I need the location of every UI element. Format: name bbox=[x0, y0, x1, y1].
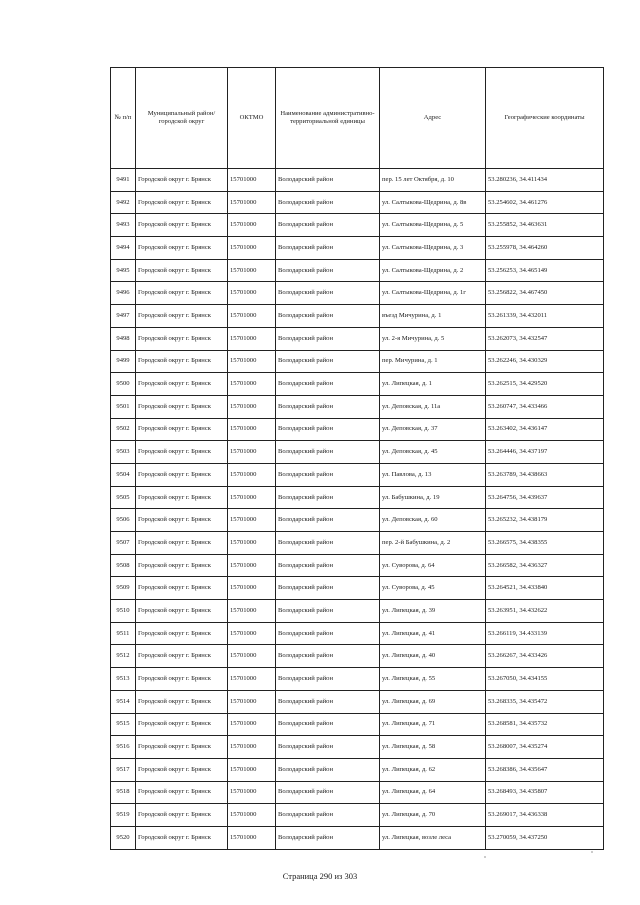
row-num: 9511 bbox=[111, 622, 136, 645]
row-municipality: Городской округ г. Брянск bbox=[136, 713, 228, 736]
row-municipality: Городской округ г. Брянск bbox=[136, 804, 228, 827]
row-coords: 53.263789, 34.438663 bbox=[486, 463, 604, 486]
row-oktmo: 15701000 bbox=[228, 373, 276, 396]
table-row bbox=[111, 509, 604, 532]
row-coords: 53.280236, 34.411434 bbox=[486, 169, 604, 192]
row-unit: Володарский район bbox=[276, 645, 380, 668]
row-address: ул. Липецкая, д. 64 bbox=[380, 781, 486, 804]
row-oktmo: 15701000 bbox=[228, 441, 276, 464]
row-coords: 53.260747, 34.433466 bbox=[486, 395, 604, 418]
header-oktmo: ОКТМО bbox=[228, 68, 276, 169]
table-row bbox=[111, 804, 604, 827]
row-coords: 53.254602, 34.461276 bbox=[486, 191, 604, 214]
row-address: ул. Липецкая, д. 39 bbox=[380, 600, 486, 623]
table-row bbox=[111, 259, 604, 282]
row-municipality: Городской округ г. Брянск bbox=[136, 486, 228, 509]
row-address: ул. Липецкая, д. 71 bbox=[380, 713, 486, 736]
header-coords: Географические координаты bbox=[486, 68, 604, 169]
row-num: 9512 bbox=[111, 645, 136, 668]
row-oktmo: 15701000 bbox=[228, 191, 276, 214]
table-row bbox=[111, 736, 604, 759]
row-municipality: Городской округ г. Брянск bbox=[136, 645, 228, 668]
row-num: 9494 bbox=[111, 237, 136, 260]
row-num: 9519 bbox=[111, 804, 136, 827]
row-municipality: Городской округ г. Брянск bbox=[136, 622, 228, 645]
row-coords: 53.268335, 34.435472 bbox=[486, 690, 604, 713]
row-unit: Володарский район bbox=[276, 169, 380, 192]
row-oktmo: 15701000 bbox=[228, 214, 276, 237]
row-coords: 53.263402, 34.436147 bbox=[486, 418, 604, 441]
row-unit: Володарский район bbox=[276, 259, 380, 282]
row-unit: Володарский район bbox=[276, 622, 380, 645]
row-coords: 53.256822, 34.467450 bbox=[486, 282, 604, 305]
row-num: 9497 bbox=[111, 305, 136, 328]
row-coords: 53.264756, 34.439637 bbox=[486, 486, 604, 509]
row-municipality: Городской округ г. Брянск bbox=[136, 418, 228, 441]
row-oktmo: 15701000 bbox=[228, 690, 276, 713]
row-oktmo: 15701000 bbox=[228, 758, 276, 781]
row-unit: Володарский район bbox=[276, 804, 380, 827]
row-unit: Володарский район bbox=[276, 758, 380, 781]
row-unit: Володарский район bbox=[276, 237, 380, 260]
row-address: ул. Салтыкова-Щедрина, д. 3 bbox=[380, 237, 486, 260]
row-municipality: Городской округ г. Брянск bbox=[136, 373, 228, 396]
row-address: ул. Салтыкова-Щедрина, д. 2 bbox=[380, 259, 486, 282]
row-num: 9518 bbox=[111, 781, 136, 804]
row-unit: Володарский район bbox=[276, 373, 380, 396]
table-row bbox=[111, 395, 604, 418]
row-oktmo: 15701000 bbox=[228, 600, 276, 623]
row-unit: Володарский район bbox=[276, 690, 380, 713]
row-unit: Володарский район bbox=[276, 509, 380, 532]
row-unit: Володарский район bbox=[276, 350, 380, 373]
row-oktmo: 15701000 bbox=[228, 713, 276, 736]
row-address: ул. Липецкая, д. 70 bbox=[380, 804, 486, 827]
row-address: ул. Салтыкова-Щедрина, д. 8в bbox=[380, 191, 486, 214]
row-num: 9509 bbox=[111, 577, 136, 600]
row-municipality: Городской округ г. Брянск bbox=[136, 532, 228, 555]
row-municipality: Городской округ г. Брянск bbox=[136, 395, 228, 418]
table-row bbox=[111, 169, 604, 192]
row-unit: Володарский район bbox=[276, 418, 380, 441]
row-address: ул. Бабушкина, д. 19 bbox=[380, 486, 486, 509]
row-unit: Володарский район bbox=[276, 826, 380, 849]
row-coords: 53.265232, 34.438179 bbox=[486, 509, 604, 532]
row-address: ул. Суворова, д. 64 bbox=[380, 554, 486, 577]
row-address: ул. 2-я Мичурина, д. 5 bbox=[380, 327, 486, 350]
row-unit: Володарский район bbox=[276, 395, 380, 418]
row-num: 9491 bbox=[111, 169, 136, 192]
row-address: пер. 2-й Бабушкина, д. 2 bbox=[380, 532, 486, 555]
table-row bbox=[111, 713, 604, 736]
table-row bbox=[111, 327, 604, 350]
table-header bbox=[111, 68, 604, 169]
page-number: Страница 290 из 303 bbox=[282, 871, 358, 881]
row-num: 9508 bbox=[111, 554, 136, 577]
row-num: 9515 bbox=[111, 713, 136, 736]
row-oktmo: 15701000 bbox=[228, 237, 276, 260]
table-row bbox=[111, 622, 604, 645]
row-num: 9514 bbox=[111, 690, 136, 713]
table-body bbox=[111, 169, 604, 850]
table-row bbox=[111, 237, 604, 260]
row-coords: 53.261339, 34.432011 bbox=[486, 305, 604, 328]
row-unit: Володарский район bbox=[276, 214, 380, 237]
row-unit: Володарский район bbox=[276, 668, 380, 691]
row-address: ул. Суворова, д. 45 bbox=[380, 577, 486, 600]
row-municipality: Городской округ г. Брянск bbox=[136, 214, 228, 237]
row-coords: 53.268007, 34.435274 bbox=[486, 736, 604, 759]
table-row bbox=[111, 532, 604, 555]
table-row bbox=[111, 191, 604, 214]
row-oktmo: 15701000 bbox=[228, 645, 276, 668]
row-address: ул. Липецкая, д. 69 bbox=[380, 690, 486, 713]
row-municipality: Городской округ г. Брянск bbox=[136, 327, 228, 350]
row-address: ул. Павлова, д. 13 bbox=[380, 463, 486, 486]
table-row bbox=[111, 826, 604, 849]
row-address: ул. Липецкая, д. 62 bbox=[380, 758, 486, 781]
row-address: ул. Липецкая, д. 55 bbox=[380, 668, 486, 691]
row-address: ул. Липецкая, возле леса bbox=[380, 826, 486, 849]
row-unit: Володарский район bbox=[276, 305, 380, 328]
row-num: 9498 bbox=[111, 327, 136, 350]
row-coords: 53.268493, 34.435807 bbox=[486, 781, 604, 804]
row-unit: Володарский район bbox=[276, 554, 380, 577]
row-unit: Володарский район bbox=[276, 736, 380, 759]
row-unit: Володарский район bbox=[276, 781, 380, 804]
row-address: ул. Салтыкова-Щедрина, д. 1г bbox=[380, 282, 486, 305]
row-coords: 53.268581, 34.435732 bbox=[486, 713, 604, 736]
table-row bbox=[111, 373, 604, 396]
row-unit: Володарский район bbox=[276, 532, 380, 555]
row-municipality: Городской округ г. Брянск bbox=[136, 237, 228, 260]
scan-speck bbox=[591, 851, 593, 853]
row-oktmo: 15701000 bbox=[228, 554, 276, 577]
row-coords: 53.266267, 34.433426 bbox=[486, 645, 604, 668]
row-oktmo: 15701000 bbox=[228, 509, 276, 532]
table-row bbox=[111, 463, 604, 486]
row-num: 9516 bbox=[111, 736, 136, 759]
row-num: 9493 bbox=[111, 214, 136, 237]
row-coords: 53.263951, 34.432622 bbox=[486, 600, 604, 623]
row-num: 9510 bbox=[111, 600, 136, 623]
row-oktmo: 15701000 bbox=[228, 781, 276, 804]
row-num: 9506 bbox=[111, 509, 136, 532]
row-num: 9504 bbox=[111, 463, 136, 486]
table-row bbox=[111, 781, 604, 804]
row-num: 9505 bbox=[111, 486, 136, 509]
row-num: 9492 bbox=[111, 191, 136, 214]
scan-speck bbox=[484, 856, 486, 858]
row-municipality: Городской округ г. Брянск bbox=[136, 191, 228, 214]
row-oktmo: 15701000 bbox=[228, 418, 276, 441]
row-address: ул. Липецкая, д. 40 bbox=[380, 645, 486, 668]
row-num: 9507 bbox=[111, 532, 136, 555]
row-municipality: Городской округ г. Брянск bbox=[136, 577, 228, 600]
table-row bbox=[111, 305, 604, 328]
row-coords: 53.267050, 34.434155 bbox=[486, 668, 604, 691]
header-unit: Наименование административно-территориальной единицы bbox=[276, 68, 380, 169]
row-num: 9503 bbox=[111, 441, 136, 464]
row-coords: 53.269017, 34.436338 bbox=[486, 804, 604, 827]
row-address: ул. Липецкая, д. 41 bbox=[380, 622, 486, 645]
table-row bbox=[111, 645, 604, 668]
row-oktmo: 15701000 bbox=[228, 395, 276, 418]
table-row bbox=[111, 577, 604, 600]
row-address: пер. Мичурина, д. 1 bbox=[380, 350, 486, 373]
row-num: 9495 bbox=[111, 259, 136, 282]
row-municipality: Городской округ г. Брянск bbox=[136, 758, 228, 781]
table-row bbox=[111, 600, 604, 623]
row-address: ул. Деповская, д. 37 bbox=[380, 418, 486, 441]
row-coords: 53.255852, 34.463631 bbox=[486, 214, 604, 237]
table-row bbox=[111, 668, 604, 691]
row-oktmo: 15701000 bbox=[228, 668, 276, 691]
row-coords: 53.256253, 34.465149 bbox=[486, 259, 604, 282]
header-municipality: Муниципальный район/городской округ bbox=[136, 68, 228, 169]
row-unit: Володарский район bbox=[276, 327, 380, 350]
row-coords: 53.266119, 34.433139 bbox=[486, 622, 604, 645]
row-municipality: Городской округ г. Брянск bbox=[136, 509, 228, 532]
table-row bbox=[111, 350, 604, 373]
row-unit: Володарский район bbox=[276, 577, 380, 600]
row-address: ул. Деповская, д. 11а bbox=[380, 395, 486, 418]
row-coords: 53.270059, 34.437250 bbox=[486, 826, 604, 849]
table-row bbox=[111, 486, 604, 509]
row-oktmo: 15701000 bbox=[228, 305, 276, 328]
row-coords: 53.255978, 34.464260 bbox=[486, 237, 604, 260]
row-municipality: Городской округ г. Брянск bbox=[136, 554, 228, 577]
row-unit: Володарский район bbox=[276, 600, 380, 623]
row-num: 9520 bbox=[111, 826, 136, 849]
row-oktmo: 15701000 bbox=[228, 532, 276, 555]
row-coords: 53.262515, 34.429520 bbox=[486, 373, 604, 396]
row-municipality: Городской округ г. Брянск bbox=[136, 282, 228, 305]
header-address: Адрес bbox=[380, 68, 486, 169]
row-coords: 53.264446, 34.437197 bbox=[486, 441, 604, 464]
row-oktmo: 15701000 bbox=[228, 736, 276, 759]
row-municipality: Городской округ г. Брянск bbox=[136, 441, 228, 464]
row-oktmo: 15701000 bbox=[228, 259, 276, 282]
row-unit: Володарский район bbox=[276, 282, 380, 305]
row-num: 9513 bbox=[111, 668, 136, 691]
row-num: 9502 bbox=[111, 418, 136, 441]
row-num: 9500 bbox=[111, 373, 136, 396]
header-num: № п/п bbox=[111, 68, 136, 169]
row-address: въезд Мичурина, д. 1 bbox=[380, 305, 486, 328]
row-municipality: Городской округ г. Брянск bbox=[136, 690, 228, 713]
row-unit: Володарский район bbox=[276, 191, 380, 214]
row-unit: Володарский район bbox=[276, 441, 380, 464]
row-municipality: Городской округ г. Брянск bbox=[136, 600, 228, 623]
row-address: ул. Деповская, д. 45 bbox=[380, 441, 486, 464]
row-municipality: Городской округ г. Брянск bbox=[136, 668, 228, 691]
row-oktmo: 15701000 bbox=[228, 350, 276, 373]
row-oktmo: 15701000 bbox=[228, 577, 276, 600]
row-num: 9517 bbox=[111, 758, 136, 781]
row-oktmo: 15701000 bbox=[228, 486, 276, 509]
row-municipality: Городской округ г. Брянск bbox=[136, 463, 228, 486]
row-municipality: Городской округ г. Брянск bbox=[136, 781, 228, 804]
row-coords: 53.268386, 34.435647 bbox=[486, 758, 604, 781]
row-oktmo: 15701000 bbox=[228, 282, 276, 305]
table-row bbox=[111, 758, 604, 781]
row-oktmo: 15701000 bbox=[228, 463, 276, 486]
row-unit: Володарский район bbox=[276, 486, 380, 509]
table-row bbox=[111, 690, 604, 713]
row-unit: Володарский район bbox=[276, 463, 380, 486]
row-oktmo: 15701000 bbox=[228, 327, 276, 350]
table-row bbox=[111, 282, 604, 305]
row-coords: 53.262073, 34.432547 bbox=[486, 327, 604, 350]
row-coords: 53.264521, 34.433840 bbox=[486, 577, 604, 600]
row-num: 9496 bbox=[111, 282, 136, 305]
row-num: 9499 bbox=[111, 350, 136, 373]
row-address: ул. Салтыкова-Щедрина, д. 5 bbox=[380, 214, 486, 237]
row-oktmo: 15701000 bbox=[228, 169, 276, 192]
row-municipality: Городской округ г. Брянск bbox=[136, 305, 228, 328]
row-municipality: Городской округ г. Брянск bbox=[136, 350, 228, 373]
table-row bbox=[111, 554, 604, 577]
row-address: ул. Липецкая, д. 58 bbox=[380, 736, 486, 759]
row-municipality: Городской округ г. Брянск bbox=[136, 736, 228, 759]
row-unit: Володарский район bbox=[276, 713, 380, 736]
row-oktmo: 15701000 bbox=[228, 804, 276, 827]
row-municipality: Городской округ г. Брянск bbox=[136, 826, 228, 849]
row-municipality: Городской округ г. Брянск bbox=[136, 169, 228, 192]
table-row bbox=[111, 214, 604, 237]
table-row bbox=[111, 441, 604, 464]
register-table bbox=[110, 67, 604, 850]
row-address: пер. 15 лет Октября, д. 10 bbox=[380, 169, 486, 192]
row-coords: 53.262246, 34.430329 bbox=[486, 350, 604, 373]
table-row bbox=[111, 418, 604, 441]
header-row bbox=[111, 68, 604, 169]
row-coords: 53.266575, 34.438355 bbox=[486, 532, 604, 555]
row-coords: 53.266582, 34.436327 bbox=[486, 554, 604, 577]
row-address: ул. Деповская, д. 60 bbox=[380, 509, 486, 532]
row-num: 9501 bbox=[111, 395, 136, 418]
row-oktmo: 15701000 bbox=[228, 622, 276, 645]
row-municipality: Городской округ г. Брянск bbox=[136, 259, 228, 282]
row-oktmo: 15701000 bbox=[228, 826, 276, 849]
row-address: ул. Липецкая, д. 1 bbox=[380, 373, 486, 396]
